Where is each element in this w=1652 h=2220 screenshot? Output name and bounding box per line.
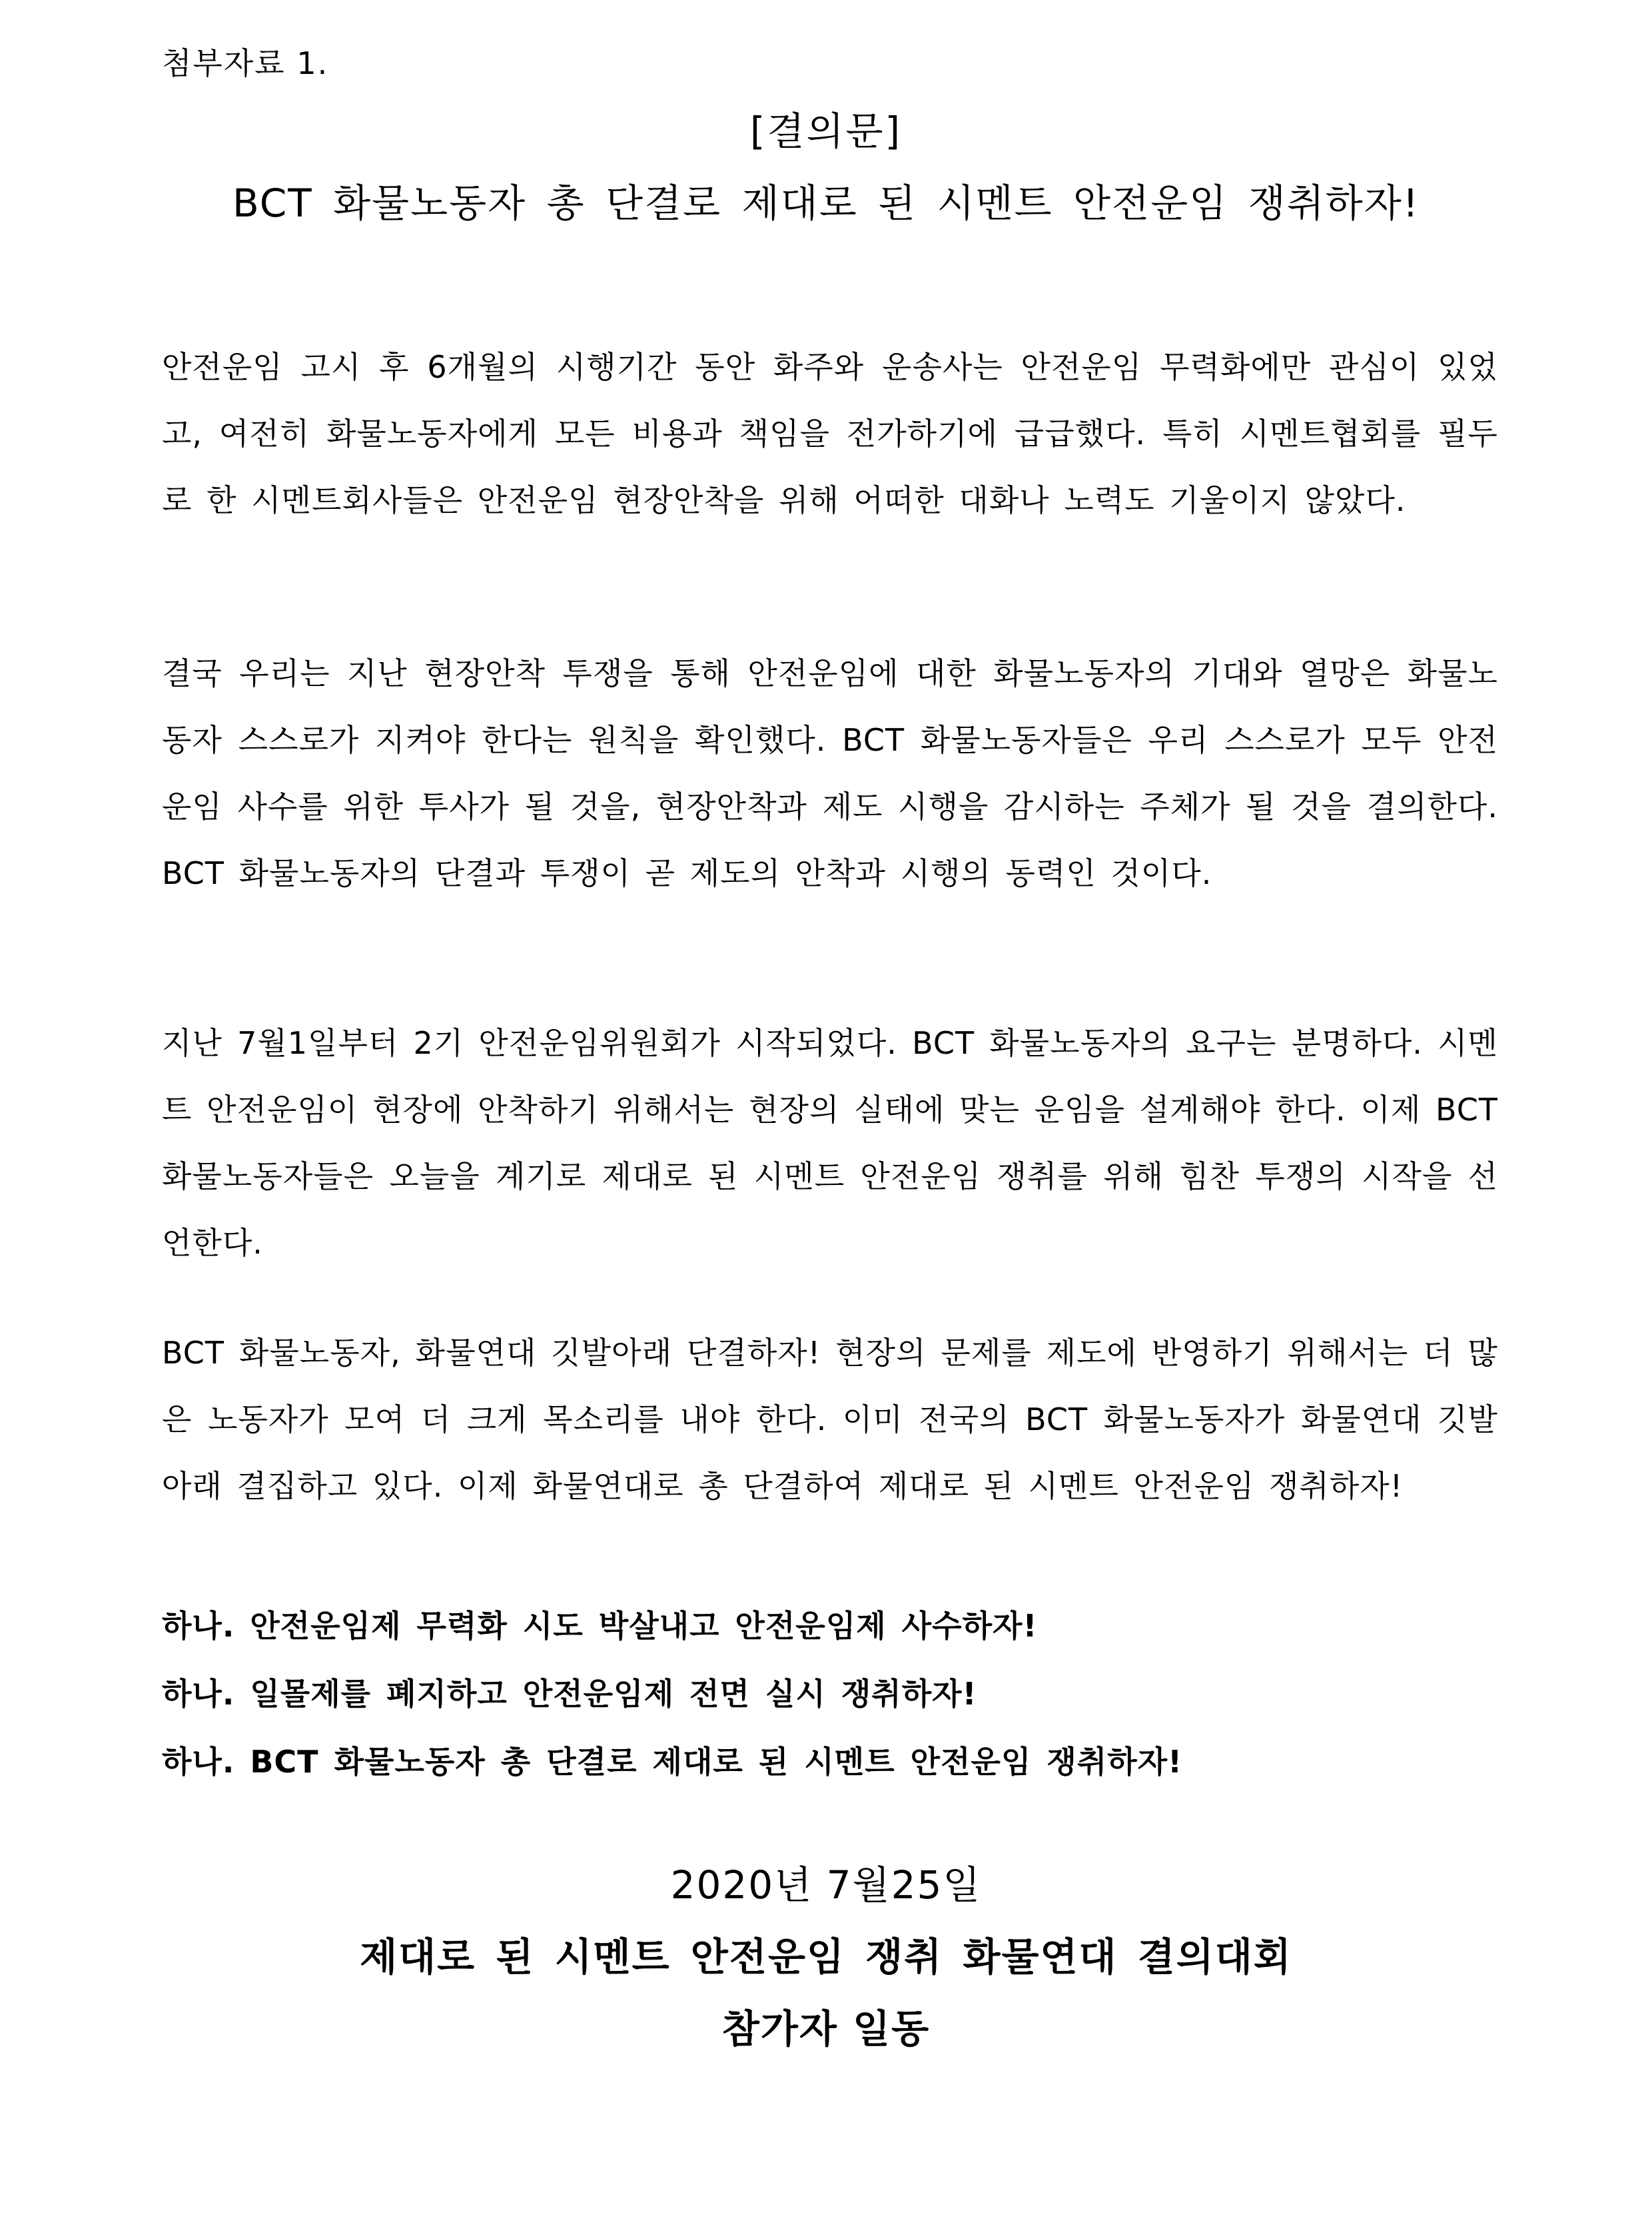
paragraph-3: 지난 7월1일부터 2기 안전운임위원회가 시작되었다. BCT 화물노동자의 요구는 분명하다. 시멘트 안전운임이 현장에 안착하기 위해서는 현장의 실태에 맞는 운임을 설계해야 한다. 이제 BCT 화물노동자들은 오늘을 계기로 제대로 된 시멘트 안전운임 쟁취를 위해 힘찬 투쟁의 시작을 선언한다. bbox=[162, 1025, 1498, 1261]
event-name: 제대로 된 시멘트 안전운임 쟁취 화물연대 결의대회 bbox=[360, 1934, 1292, 1980]
resolution-date: 2020년 7월25일 bbox=[670, 1862, 982, 1908]
resolution-item-3: 하나. BCT 화물노동자 총 단결로 제대로 된 시멘트 안전운임 쟁취하자! bbox=[162, 1744, 1183, 1780]
attachment-label: 첨부자료 1. bbox=[162, 45, 329, 81]
resolution-item-2: 하나. 일몰제를 폐지하고 안전운임제 전면 실시 쟁취하자! bbox=[162, 1676, 977, 1712]
resolution-item-1: 하나. 안전운임제 무력화 시도 박살내고 안전운임제 사수하자! bbox=[162, 1608, 1038, 1644]
resolution-list bbox=[162, 1592, 1498, 1796]
document-title: BCT 화물노동자 총 단결로 제대로 된 시멘트 안전운임 쟁취하자! bbox=[232, 181, 1420, 226]
document-type-heading: [결의문] bbox=[749, 109, 903, 154]
signatory: 참가자 일동 bbox=[721, 2006, 931, 2051]
paragraph-4: BCT 화물노동자, 화물연대 깃발아래 단결하자! 현장의 문제를 제도에 반영하기 위해서는 더 많은 노동자가 모여 더 크게 목소리를 내야 한다. 이미 전국의 BCT 화물노동자가 화물연대 깃발아래 결집하고 있다. 이제 화물연대로 총 단결하여 제대로 된 시멘트 안전운임 쟁취하자! bbox=[162, 1335, 1498, 1504]
paragraph-1: 안전운임 고시 후 6개월의 시행기간 동안 화주와 운송사는 안전운임 무력화에만 관심이 있었고, 여전히 화물노동자에게 모든 비용과 책임을 전가하기에 급급했다. 특히 시멘트협회를 필두로 한 시멘트회사들은 안전운임 현장안착을 위해 어떠한 대화나 노력도 기울이지 않았다. bbox=[162, 349, 1498, 518]
paragraph-2: 결국 우리는 지난 현장안착 투쟁을 통해 안전운임에 대한 화물노동자의 기대와 열망은 화물노동자 스스로가 지켜야 한다는 원칙을 확인했다. BCT 화물노동자들은 우리 스스로가 모두 안전운임 사수를 위한 투사가 될 것을, 현장안착과 제도 시행을 감시하는 주체가 될 것을 결의한다. BCT 화물노동자의 단결과 투쟁이 곧 제도의 안착과 시행의 동력인 것이다. bbox=[162, 655, 1498, 891]
